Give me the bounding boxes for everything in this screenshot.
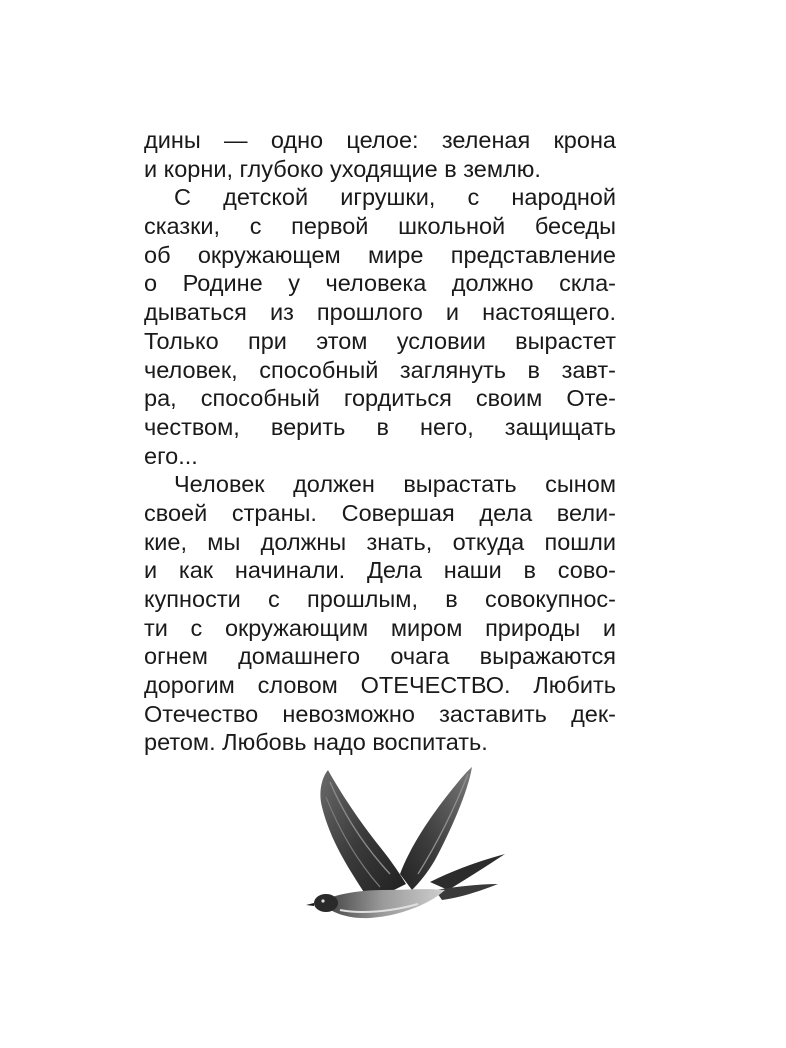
paragraph-2 [144, 183, 616, 470]
swallow-body [320, 889, 445, 918]
text-line: сказки, с первой школьной беседы [144, 213, 616, 240]
swallow-icon [300, 762, 510, 924]
text-line: кие, мы должны знать, откуда пошли [144, 528, 616, 555]
text-line: своей страны. Совершая дела вели- [144, 499, 616, 526]
text-line: огнем домашнего очага выражаются [144, 643, 616, 670]
text-line: его... [144, 442, 198, 469]
text-line: об окружающем мире представление [144, 241, 616, 268]
text-line: ретом. Любовь надо воспитать. [144, 729, 488, 756]
paragraph-3 [144, 470, 616, 757]
text-line: ра, способный гордиться своим Оте- [144, 385, 616, 412]
text-line: дины — одно целое: зеленая крона [144, 127, 616, 153]
text-line: дорогим словом ОТЕЧЕСТВО. Любить [144, 672, 616, 699]
text-line: купности с прошлым, в совокупнос- [144, 586, 616, 612]
text-line: С детской игрушки, с народной [174, 184, 616, 211]
paragraph-1 [144, 126, 616, 183]
text-line: дываться из прошлого и настоящего. [144, 299, 616, 326]
swallow-head [314, 894, 338, 912]
text-line: человек, способный заглянуть в завт- [144, 356, 616, 383]
text-line: чеством, верить в него, защищать [144, 413, 616, 440]
text-line: и корни, глубоко уходящие в землю. [144, 155, 541, 182]
text-line: и как начинали. Дела наши в сово- [144, 557, 616, 584]
text-line: Только при этом условии вырастет [144, 327, 616, 354]
text-line: Человек должен вырастать сыном [174, 471, 616, 498]
text-line: ти с окружающим миром природы и [144, 614, 616, 641]
text-line: Отечество невозможно заставить дек- [144, 700, 616, 727]
text-line: о Родине у человека должно скла- [144, 270, 616, 297]
body-text [144, 126, 616, 757]
